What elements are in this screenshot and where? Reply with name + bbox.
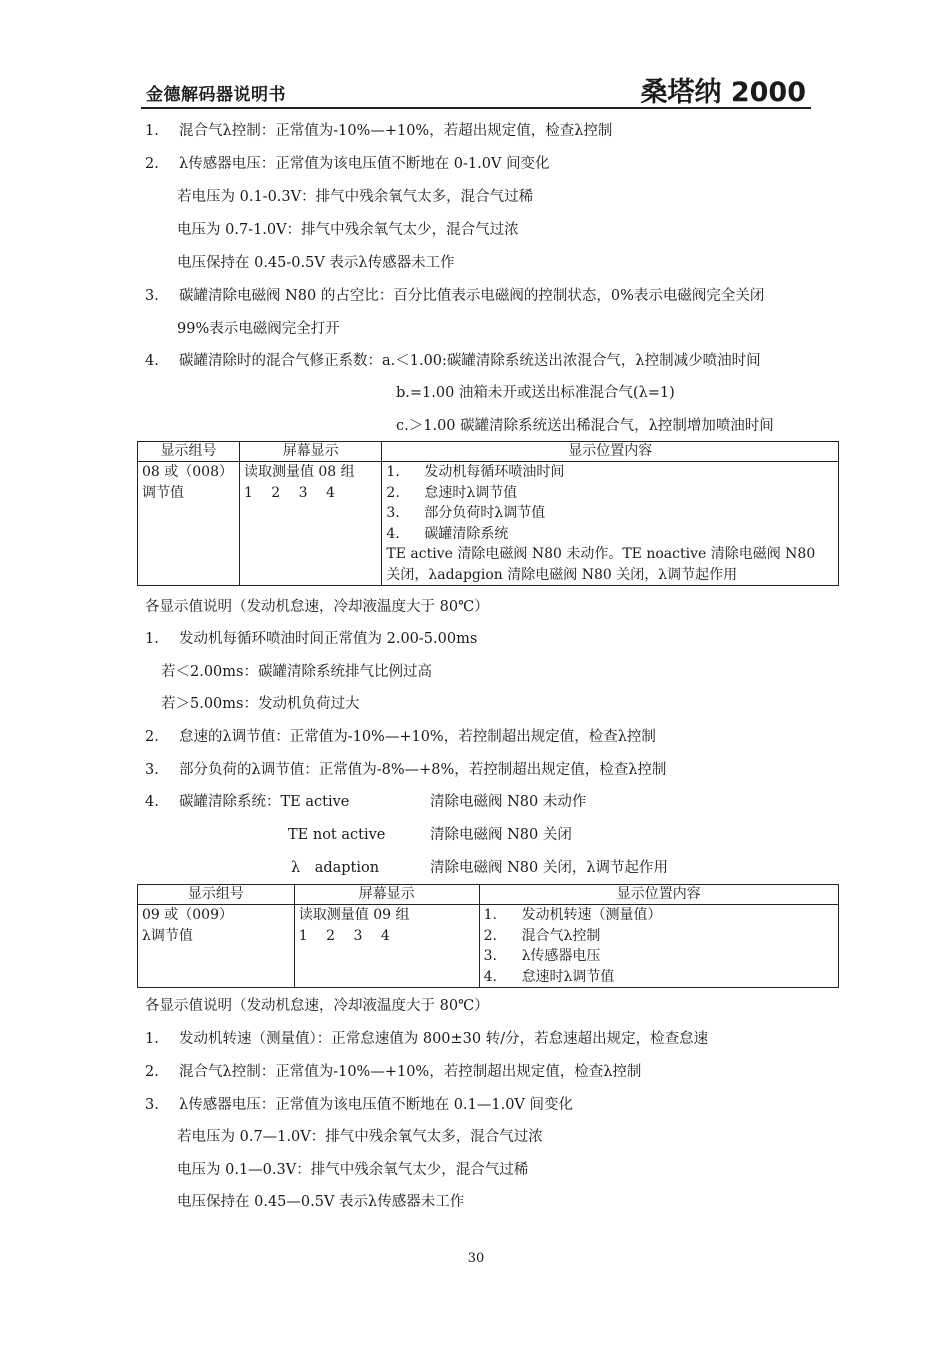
- table-header: 显示位置内容: [479, 885, 838, 905]
- list-text: 碳罐清除系统：TE active: [179, 794, 350, 810]
- display-group-08-table: [137, 441, 839, 586]
- content-number: 4.: [386, 525, 400, 542]
- list-item: [145, 728, 656, 746]
- list-text: 发动机每循环喷油时间正常值为 2.00-5.00ms: [179, 631, 478, 647]
- sub-text: 若电压为 0.1-0.3V：排气中残余氧气太多，混合气过稀: [177, 189, 534, 205]
- list-number: 3.: [145, 762, 159, 778]
- content-text: 怠速时λ调节值: [521, 968, 615, 985]
- table-header-row: [138, 885, 839, 905]
- content-number: 3.: [386, 505, 400, 521]
- list-number: 1.: [145, 631, 159, 647]
- list-text: 碳罐清除电磁阀 N80 的占空比：百分比值表示电磁阀的控制状态，0%表示电磁阀完全关闭: [179, 288, 765, 304]
- sub-text: 电压保持在 0.45—0.5V 表示λ传感器未工作: [177, 1194, 465, 1210]
- group-cell: [138, 462, 240, 586]
- content-number: 2.: [386, 484, 400, 501]
- table-header-row: [138, 442, 839, 462]
- content-text: 发动机转速（测量值）: [521, 907, 662, 923]
- sub-text: TE not active: [288, 827, 386, 843]
- list-number: 2.: [145, 156, 159, 172]
- section-intro: 各显示值说明（发动机怠速，冷却液温度大于 80℃）: [145, 599, 489, 615]
- sub-text: 若＜2.00ms：碳罐清除系统排气比例过高: [161, 664, 432, 680]
- sub-text: c.＞1.00 碳罐清除系统送出稀混合气，λ控制增加喷油时间: [396, 418, 774, 434]
- content-text: 混合气λ控制: [521, 927, 601, 944]
- list-text: 发动机转速（测量值）：正常怠速值为 800±30 转/分，若怠速超出规定，检查怠速: [179, 1031, 709, 1047]
- page-number: 30: [467, 1251, 485, 1266]
- car-model-title: 桑塔纳 2000: [640, 77, 806, 108]
- sub-text: λ adaption: [291, 860, 380, 876]
- content-item: [484, 905, 834, 926]
- content-item: [386, 524, 834, 545]
- content-item: [386, 462, 834, 483]
- section-intro: 各显示值说明（发动机怠速，冷却液温度大于 80℃）: [145, 998, 489, 1014]
- list-number: 3.: [145, 288, 159, 304]
- list-number: 1.: [145, 1031, 159, 1047]
- list-item: [145, 1030, 708, 1048]
- list-item: [145, 352, 761, 370]
- screen-fields: 1 2 3 4: [243, 484, 335, 501]
- content-number: 2.: [483, 927, 497, 944]
- content-text: 发动机每循环喷油时间: [424, 464, 565, 480]
- screen-fields: 1 2 3 4: [298, 927, 390, 944]
- sub-text: 电压为 0.1—0.3V：排气中残余氧气太少，混合气过稀: [177, 1162, 529, 1178]
- list-text: λ传感器电压：正常值为该电压值不断地在 0.1—1.0V 间变化: [179, 1097, 573, 1113]
- document-title: 金德解码器说明书: [146, 85, 286, 105]
- header-rule: [141, 107, 811, 109]
- list-item: [145, 1096, 573, 1114]
- group-number: 08 或（008）: [142, 464, 233, 480]
- list-number: 2.: [145, 1064, 159, 1080]
- content-text: λ传感器电压: [521, 948, 601, 964]
- table-row: [138, 462, 839, 586]
- list-number: 2.: [145, 729, 159, 745]
- display-group-09-table: [137, 884, 839, 988]
- content-number: 1.: [483, 907, 497, 923]
- table-row: [138, 905, 839, 988]
- screen-cell: [239, 462, 381, 586]
- list-item: [145, 155, 550, 173]
- content-item: [484, 926, 834, 947]
- list-item: [145, 1063, 641, 1081]
- screen-text: 读取测量值 08 组: [243, 464, 355, 480]
- content-item: [386, 503, 834, 524]
- content-number: 3.: [483, 948, 497, 964]
- list-item: [145, 761, 666, 779]
- list-text: 怠速的λ调节值：正常值为-10%—+10%，若控制超出规定值，检查λ控制: [179, 729, 656, 745]
- content-note: TE active 清除电磁阀 N80 未动作。TE noactive 清除电磁阀 N80: [386, 546, 816, 562]
- sub-text: 99%表示电磁阀完全打开: [177, 321, 340, 337]
- table-header: 显示组号: [138, 442, 240, 462]
- sub-text: b.=1.00 油箱未开或送出标准混合气(λ=1): [396, 385, 675, 401]
- content-note: 关闭，λadapgion 清除电磁阀 N80 关闭，λ调节起作用: [386, 566, 738, 583]
- table-header: 屏幕显示: [239, 442, 381, 462]
- content-cell: [382, 462, 839, 586]
- list-number: 1.: [145, 123, 159, 139]
- group-cell: [138, 905, 295, 988]
- list-text: 混合气λ控制：正常值为-10%—+10%，若控制超出规定值，检查λ控制: [179, 1064, 642, 1080]
- sub-text: 清除电磁阀 N80 关闭: [430, 827, 572, 843]
- content-number: 4.: [483, 968, 497, 985]
- screen-cell: [294, 905, 479, 988]
- group-label: λ调节值: [142, 927, 193, 944]
- sub-text: 若＞5.00ms：发动机负荷过大: [161, 696, 360, 712]
- group-number: 09 或（009）: [142, 907, 233, 923]
- list-item: [145, 287, 764, 305]
- list-text: 碳罐清除时的混合气修正系数：a.＜1.00:碳罐清除系统送出浓混合气，λ控制减少喷油时间: [179, 353, 761, 369]
- group-label: 调节值: [142, 484, 184, 501]
- list-item: [145, 122, 612, 140]
- content-text: 怠速时λ调节值: [424, 484, 518, 501]
- list-text: 部分负荷的λ调节值：正常值为-8%—+8%，若控制超出规定值，检查λ控制: [179, 762, 667, 778]
- list-number: 4.: [145, 794, 159, 810]
- content-text: 部分负荷时λ调节值: [424, 505, 546, 521]
- sub-text: 若电压为 0.7—1.0V：排气中残余氧气太多，混合气过浓: [177, 1129, 543, 1145]
- sub-text: 电压为 0.7-1.0V：排气中残余氧气太少，混合气过浓: [177, 222, 519, 238]
- list-item: [145, 793, 349, 811]
- list-number: 3.: [145, 1097, 159, 1113]
- sub-text: 清除电磁阀 N80 关闭，λ调节起作用: [430, 860, 669, 876]
- table-header: 屏幕显示: [294, 885, 479, 905]
- content-item: [484, 967, 834, 988]
- list-number: 4.: [145, 353, 159, 369]
- content-item: [484, 946, 834, 967]
- table-header: 显示组号: [138, 885, 295, 905]
- sub-text: 电压保持在 0.45-0.5V 表示λ传感器未工作: [177, 255, 455, 271]
- content-item: [386, 483, 834, 504]
- list-text: λ传感器电压：正常值为该电压值不断地在 0-1.0V 间变化: [179, 156, 550, 172]
- table-header: 显示位置内容: [382, 442, 839, 462]
- screen-text: 读取测量值 09 组: [298, 907, 410, 923]
- content-number: 1.: [386, 464, 400, 480]
- list-text: 混合气λ控制：正常值为-10%—+10%，若超出规定值，检查λ控制: [179, 123, 613, 139]
- sub-text: 清除电磁阀 N80 未动作: [430, 794, 587, 810]
- list-item: [145, 630, 477, 648]
- content-text: 碳罐清除系统: [424, 525, 509, 542]
- content-cell: [479, 905, 838, 988]
